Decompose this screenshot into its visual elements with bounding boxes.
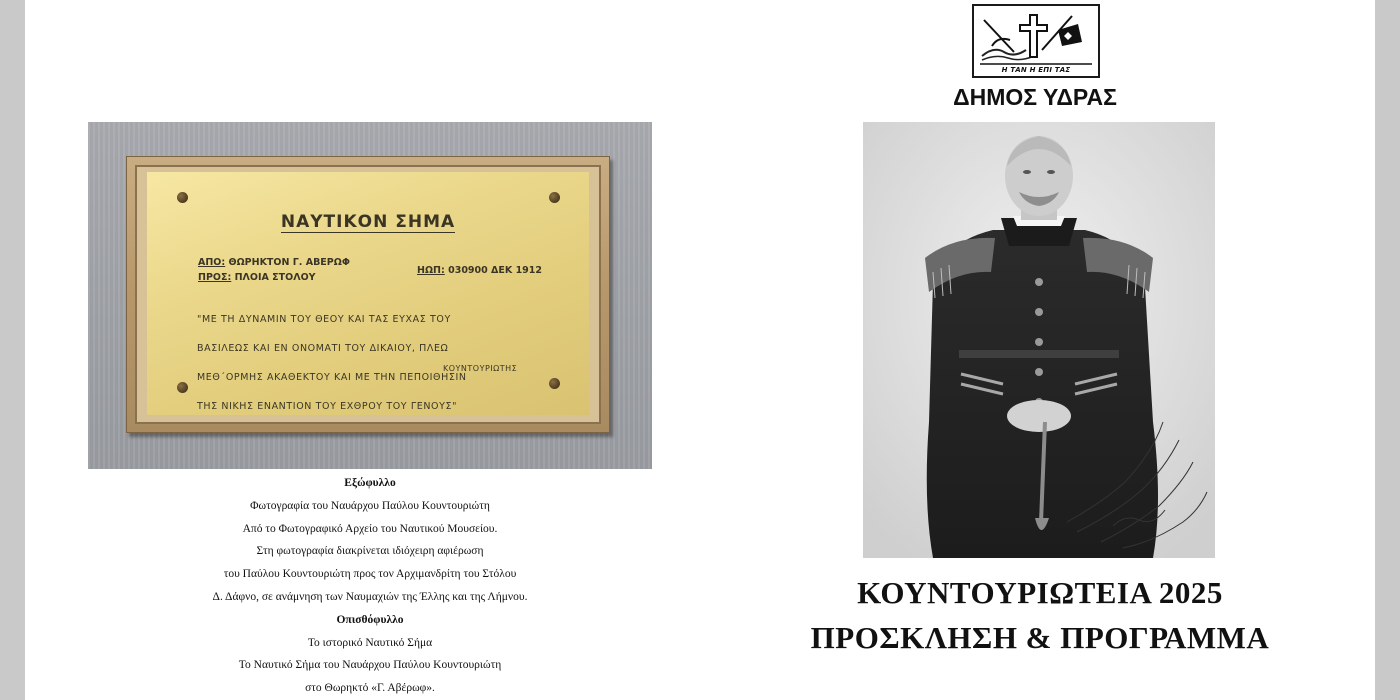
municipality-name: ΔΗΜΟΣ ΥΔΡΑΣ [953, 84, 1117, 110]
caption-line: στο Θωρηκτό «Γ. Αβέρωφ». [305, 682, 435, 695]
municipality-emblem [972, 4, 1100, 78]
naval-signal-plaque-photo [88, 122, 652, 469]
caption-line: Φωτογραφία του Ναυάρχου Παύλου Κουντουριώτη [250, 499, 490, 512]
plaque-quote: "ΜΕ ΤΗ ΔΥΝΑΜΙΝ ΤΟΥ ΘΕΟΥ ΚΑΙ ΤΑΣ ΕΥΧΑΣ ΤΟΥ ΒΑΣΙΛΕΩΣ ΚΑΙ ΕΝ ΟΝΟΜΑΤΙ ΤΟΥ ΔΙΚΑΙΟΥ, ΠΛΕΩ ΜΕΘ΄ΟΡΜΗΣ ΑΚΑΘΕΚΤΟΥ ΚΑΙ ΜΕ ΤΗΝ ΠΕΠΟΙΘΗΣΙΝ ΤΗΣ ΝΙΚΗΣ ΕΝΑΝΤΙΟΝ ΤΟΥ ΕΧΘΡΟΥ ΤΟΥ ΓΕΝΟΥΣ" [197, 313, 467, 412]
plaque-title: ΝΑΥΤΙΚΟΝ ΣΗΜΑ [280, 212, 456, 232]
cover-caption [88, 472, 652, 700]
emblem-motto: Η ΤΑΝ Η ΕΠΙ ΤΑΣ [1001, 66, 1071, 74]
front-cover-heading: Εξώφυλλο [344, 477, 396, 489]
caption-line: Στη φωτογραφία διακρίνεται ιδιόχειρη αφιέρωση [256, 545, 484, 558]
caption-line: Δ. Δάφνο, σε ανάμνηση των Ναυμαχιών της Έλλης και της Λήμνου. [212, 590, 528, 603]
admiral-portrait-image [863, 122, 1215, 558]
plaque-brass-plate [147, 172, 589, 415]
screw-icon [177, 192, 188, 203]
event-title-line1: ΚΟΥΝΤΟΥΡΙΩΤΕΙΑ 2025 [857, 575, 1223, 610]
plaque-to-line: ΠΡΟΣ: ΠΛΟΙΑ ΣΤΟΛΟΥ [198, 272, 316, 283]
caption-line: Το ιστορικό Ναυτικό Σήμα [307, 636, 433, 649]
caption-line: του Παύλου Κουντουριώτη προς τον Αρχιμανδρίτη του Στόλου [223, 568, 517, 581]
screw-icon [177, 382, 188, 393]
plaque-dtg-line: ΗΩΠ: 030900 ΔΕΚ 1912 [417, 265, 543, 276]
plaque-from-line: ΑΠΟ: ΘΩΡΗΚΤΟΝ Γ. ΑΒΕΡΩΦ [198, 257, 350, 268]
screw-icon [549, 192, 560, 203]
caption-line: Από το Φωτογραφικό Αρχείο του Ναυτικού Μουσείου. [242, 522, 498, 535]
plaque-signature: ΚΟΥΝΤΟΥΡΙΩΤΗΣ [443, 364, 518, 373]
event-title-line2: ΠΡΟΣΚΛΗΣΗ & ΠΡΟΓΡΑΜΜΑ [810, 620, 1270, 655]
back-cover-heading: Οπισθόφυλλο [336, 613, 404, 626]
plaque-wooden-frame [126, 156, 610, 433]
admiral-portrait-photo [863, 122, 1215, 558]
screw-icon [549, 378, 560, 389]
caption-line: Το Ναυτικό Σήμα του Ναυάρχου Παύλου Κουντουριώτη [238, 659, 502, 672]
document-page [25, 0, 1375, 700]
